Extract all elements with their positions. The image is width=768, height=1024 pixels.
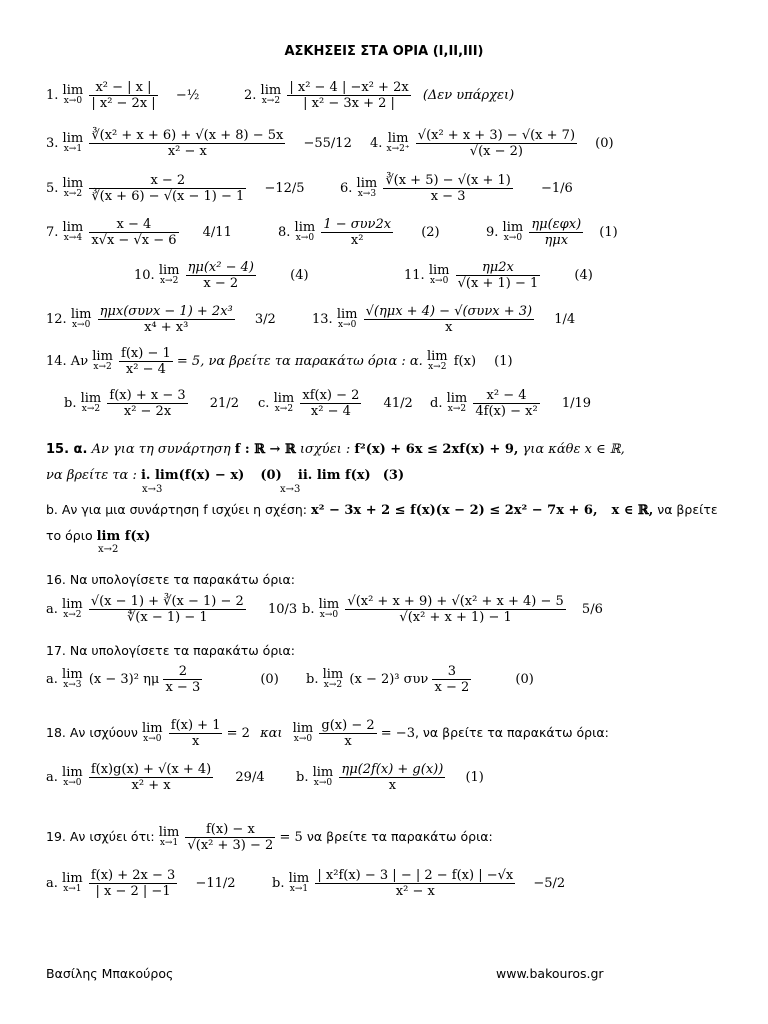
exercise-17-intro: 17. Να υπολογίσετε τα παρακάτω όρια: (46, 643, 295, 658)
exercise-14-intro: 14. Αν lim x→2 $\frac{f(x) - 1}{\text{x² − 4}}$ = 5, να βρείτε τα παρακάτω όρια : α. lim x→2 f(x) (1) (46, 346, 513, 377)
exercise-17-b: b. lim x→2 (x − 2)³ συν $\frac{3}{x - 2}$ (0) (306, 664, 534, 695)
answer: (4) (290, 268, 309, 283)
exercise-16-b: b. lim x→0 $\frac{\text{√(x² + x + 9) + √(x² + x + 4) − 5}}{\text{√(x² + x + 1) − 1}}$ 5/6 (302, 594, 603, 625)
exercise-18-intro: 18. Αν ισχύουν lim x→0 $\frac{f(x) + 1}{x}$ = 2 και lim x→0 $\frac{g(x) - 2}{x}$ = −3, να βρείτε τα παρακάτω όρια: (46, 718, 609, 749)
answer: −12/5 (264, 181, 305, 196)
exercise-17-a: a. lim x→3 (x − 3)² ημ $\frac{2}{x - 3}$ (0) (46, 664, 279, 695)
exercise-13: 13. lim x→0 $\frac{\text{√(ημx + 4) − √(συνx + 3)}}{x}$ 1/4 (312, 304, 576, 335)
exercise-9: 9. lim x→0 $\frac{\text{ημ(εφx)}}{\text{ημx}}$ (1) (486, 217, 618, 248)
exercise-3: 3. lim x→1 $\frac{\text{∛(x² + x + 6) + √(x + 8) − 5x}}{\text{x² − x}}$ −55/12 (46, 128, 352, 159)
exercise-12: 12. lim x→0 $\frac{\text{ημx(συνx − 1) + 2x³}}{\text{x⁴ + x³}}$ 3/2 (46, 304, 276, 335)
answer: (4) (574, 268, 593, 283)
exercise-2: 2. lim x→2 $\frac{\text{| x² − 4 | −x² + 2x}}{\text{| x² − 3x + 2 |}}$ (Δεν υπάρχει) (244, 80, 515, 111)
exercise-10: 10. lim x→2 $\frac{\text{ημ(x² − 4)}}{x - 2}$ (4) (134, 260, 309, 291)
limit-subscript: x→3 (280, 484, 301, 495)
answer: −½ (175, 88, 200, 103)
answer: (2) (421, 225, 440, 240)
answer: (0) (515, 672, 534, 687)
exercise-14-d: d. lim x→2 $\frac{\text{x² − 4}}{\text{4f(x) − x²}}$ 1/19 (430, 388, 592, 419)
exercise-18-a: a. lim x→0 $\frac{f(x)g(x) + √(x + 4)}{\text{x² + x}}$ 29/4 (46, 762, 265, 793)
answer: −1/6 (541, 181, 573, 196)
answer: −55/12 (303, 136, 352, 151)
exercise-number: 1. (46, 88, 59, 103)
answer: (1) (465, 770, 484, 785)
answer: −11/2 (195, 876, 236, 891)
exercise-7: 7. lim x→4 $\frac{x - 4}{x√x - √x - 6}$ 4/11 (46, 217, 232, 248)
exercise-6: 6. lim x→3 $\frac{∛(x + 5) - √(x + 1)}{x - 3}$ −1/6 (340, 173, 573, 204)
answer: 1/4 (554, 312, 576, 327)
exercise-8: 8. lim x→0 $\frac{\text{1 − συν2x}}{\text{x²}}$ (2) (278, 217, 440, 248)
footer-author: Βασίλης Μπακούρος (46, 966, 174, 981)
answer: 5/6 (581, 602, 603, 617)
exercise-14-b: b. lim x→2 $\frac{f(x) + x - 3}{\text{x² − 2x}}$ 21/2 (64, 388, 239, 419)
answer: (0) (260, 672, 279, 687)
limit-subscript: x→3 (142, 484, 163, 495)
answer: (1) (599, 225, 618, 240)
exercise-19-a: a. lim x→1 $\frac{f(x) + 2x - 3}{| x - 2 | -1}$ −11/2 (46, 868, 236, 899)
exercise-4: 4. lim x→2⁺ $\frac{\text{√(x² + x + 3) − √(x + 7)}}{√(x - 2)}$ (0) (370, 128, 614, 159)
answer: 4/11 (202, 225, 232, 240)
exercise-19-b: b. lim x→1 $\frac{\text{| x²f(x) − 3 | − | 2 − f(x) | −√x}}{\text{x² − x}}$ −5/2 (272, 868, 566, 899)
exercise-16-intro: 16. Να υπολογίσετε τα παρακάτω όρια: (46, 572, 295, 587)
exercise-16-a: a. lim x→2 $\frac{√(x - 1) + ∛(x - 1) - 2}{∜(x - 1) - 1}$ 10/3 (46, 594, 298, 625)
answer: −5/2 (533, 876, 566, 891)
exercise-18-b: b. lim x→0 $\frac{\eta\mu(2f(x) + g(x))}{x}$ (1) (296, 762, 484, 793)
limit-subscript: x→2 (98, 544, 119, 555)
answer: (1) (494, 354, 513, 369)
exercise-1: 1. lim x→0 $\frac{\text{x² − | x |}}{\text{| x² − 2x |}}$ −½ (46, 80, 200, 111)
exercise-15a-line2: να βρείτε τα : i. lim(f(x) − x) (0) ii. lim f(x) (3) (46, 468, 405, 483)
answer: 10/3 (267, 602, 298, 617)
exercise-15b-line2: το όριο lim f(x) (46, 528, 151, 544)
exercise-15a-line1: 15. α. Αν για τη συνάρτηση f : ℝ → ℝ ισχύει : f²(x) + 6x ≤ 2xf(x) + 9, για κάθε x ∈ ℝ, (46, 442, 625, 457)
exercise-19-intro: 19. Αν ισχύει ότι: lim x→1 $\frac{f(x) - x}{\text{√(x² + 3) − 2}}$ = 5 να βρείτε τα παρακάτω όρια: (46, 822, 493, 853)
exercise-15b-line1: b. Αν για μια συνάρτηση f ισχύει η σχέση: x² − 3x + 2 ≤ f(x)(x − 2) ≤ 2x² − 7x + 6, x ∈ ℝ, να βρείτε (46, 502, 718, 518)
footer-site: www.bakouros.gr (496, 966, 604, 981)
answer: 41/2 (383, 396, 413, 411)
answer: (0) (595, 136, 614, 151)
exercise-5: 5. lim x→2 $\frac{x - 2}{∛(x + 6) - √(x - 1) - 1}$ −12/5 (46, 173, 305, 204)
answer: 3/2 (254, 312, 276, 327)
exercise-14-c: c. lim x→2 $\frac{xf(x) - 2}{\text{x² − 4}}$ 41/2 (258, 388, 413, 419)
answer: (Δεν υπάρχει) (422, 88, 515, 103)
answer: 29/4 (235, 770, 265, 785)
exercise-11: 11. lim x→0 $\frac{\eta\mu 2x}{√(x + 1) - 1}$ (4) (404, 260, 593, 291)
answer: 21/2 (209, 396, 239, 411)
page-title: ΑΣΚΗΣΕΙΣ ΣΤΑ ΟΡΙΑ (Ι,ΙΙ,ΙΙΙ) (284, 44, 484, 59)
answer: 1/19 (561, 396, 592, 411)
